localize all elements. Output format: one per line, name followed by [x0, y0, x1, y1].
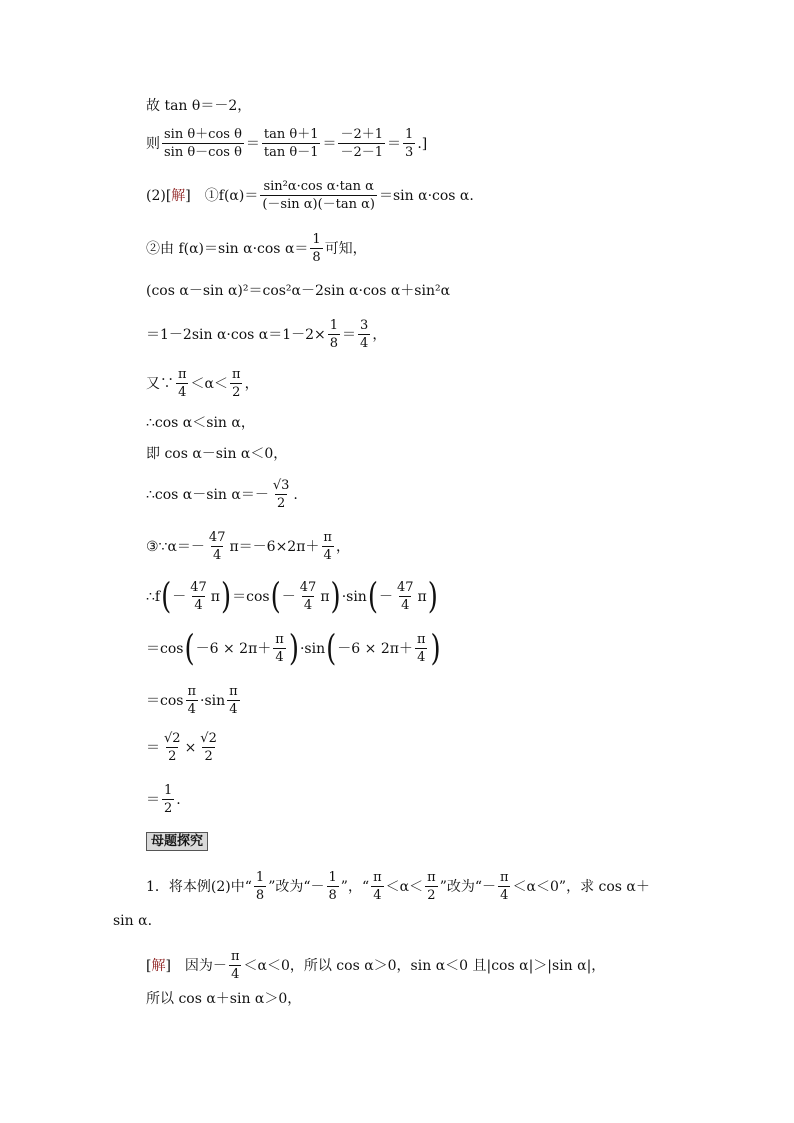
fraction: $\frac{1}{8}$	[312, 232, 321, 265]
fraction: $\frac{\pi}{4}$	[178, 367, 187, 400]
solution-line-2: 所以 cos α＋sin α＞0，	[146, 991, 302, 1007]
fraction: $\frac{47}{4}$	[190, 580, 207, 613]
fraction: $\frac{\pi}{2}$	[427, 870, 436, 903]
line-square-expand: (cos α－sin α)²＝cos²α－2sin α·cos α＋sin²α	[146, 283, 451, 299]
fraction: $\frac{1}{8}$	[329, 318, 339, 351]
fraction: $\frac{47}{4}$	[208, 530, 226, 563]
line-angle-reduce: ③∵α＝－ $\frac{47}{4}$ π＝－6×2π＋ $\frac{\pi}{4}$ ，	[146, 530, 350, 563]
fraction: $\frac{-2+1}{-2-1}$	[340, 127, 384, 160]
question-1: 1．将本例(2)中“ $\frac{1}{8}$ ”改为“－ $\frac{1}{8}$ ”，“ $\frac{\pi}{4}$ ＜α＜ $\frac{\pi}{2}$ ”改为“－ $\frac{\pi}{4}$ ＜α＜0”，求 cos α＋	[146, 870, 650, 903]
fraction: $\frac{\pi}{4}$	[187, 684, 197, 717]
fraction: $\frac{\text{tan θ＋1}}{\text{tan θ－1}}$	[263, 127, 319, 160]
line-diff-result: ∴cos α－sin α＝－ $\frac{√3}{2}$ .	[146, 478, 298, 511]
line-part2-solution: (2)[ 解 ] ①f(α)＝ $\frac{\text{sin²α·cos α·tan α}}{\text{(－sin α)(－tan α)}}$ ＝sin α·cos α.	[146, 179, 474, 212]
line-square-value: ＝1－2sin α·cos α＝1－2× $\frac{1}{8}$ ＝ $\frac{3}{4}$ ，	[146, 318, 387, 351]
fraction: $\frac{\pi}{4}$	[229, 684, 238, 717]
solution-tag: 解	[171, 187, 186, 204]
fraction: $\frac{47}{4}$	[299, 580, 317, 613]
question-1-continued: sin α.	[113, 913, 153, 929]
solution-tag: 解	[151, 957, 166, 974]
line-compare: ∴cos α＜sin α，	[146, 415, 255, 431]
section-heading	[146, 832, 208, 851]
fraction: $\frac{3}{4}$	[360, 318, 369, 351]
fraction: $\frac{1}{3}$	[405, 127, 414, 160]
fraction: $\frac{1}{8}$	[328, 870, 337, 903]
fraction: $\frac{\pi}{4}$	[323, 530, 332, 563]
line-final-half: ＝ $\frac{1}{2}$ .	[146, 783, 181, 816]
fraction: $\frac{√2}{2}$	[164, 731, 181, 764]
section-label: 母题探究	[146, 832, 208, 851]
line-cos-sin-pi4: ＝cos $\frac{\pi}{4}$ ·sin $\frac{\pi}{4}$	[146, 684, 238, 717]
line-negative: 即 cos α－sin α＜0，	[146, 446, 288, 462]
fraction: $\frac{1}{2}$	[164, 783, 173, 816]
fraction: $\frac{\pi}{4}$	[500, 870, 509, 903]
solution-line-1: [ 解 ] 因为－ $\frac{\pi}{4}$ ＜α＜0，所以 cos α＞0，sin α＜0 且|cos α|＞|sin α|，	[146, 949, 606, 982]
fraction: $\frac{47}{4}$	[396, 580, 414, 613]
line-given-product: ②由 f(α)＝sin α·cos α＝ $\frac{1}{8}$ 可知，	[146, 232, 367, 265]
line-ratio: 则 $\frac{\text{sin θ＋cos θ}}{\text{sin θ－cos θ}}$ ＝ $\frac{\text{tan θ＋1}}{\text{tan θ－1}}$ ＝ $\frac{-2+1}{-2-1}$ ＝ $\frac{1}{3}$ .]	[146, 127, 428, 160]
line-range: 又∵ $\frac{\pi}{4}$ ＜α＜ $\frac{\pi}{2}$ ，	[146, 367, 259, 400]
fraction: $\frac{\pi}{2}$	[232, 367, 241, 400]
line-f-expand: ∴f ( － $\frac{47}{4}$ π ) ＝cos ( － $\frac{47}{4}$ π ) ·sin ( － $\frac{47}{4}$ π )	[146, 576, 438, 617]
fraction: $\frac{\pi}{4}$	[230, 949, 240, 982]
fraction: $\frac{√2}{2}$	[200, 731, 217, 764]
line-tan-value: 故 tan θ＝－2，	[146, 98, 252, 114]
fraction: $\frac{\pi}{4}$	[275, 632, 284, 665]
fraction: $\frac{\pi}{4}$	[373, 870, 382, 903]
fraction: $\frac{√3}{2}$	[272, 478, 290, 511]
line-cos-sin-reduced: ＝cos ( －6 × 2π＋ $\frac{\pi}{4}$ ) ·sin ( －6 × 2π＋ $\frac{\pi}{4}$ )	[146, 628, 441, 669]
fraction: $\frac{1}{8}$	[255, 870, 265, 903]
fraction: $\frac{\pi}{4}$	[416, 632, 426, 665]
line-root-product: ＝ $\frac{√2}{2}$ × $\frac{√2}{2}$	[146, 731, 217, 764]
fraction: $\frac{\text{sin θ＋cos θ}}{\text{sin θ－cos θ}}$	[164, 127, 242, 160]
fraction: $\frac{\text{sin²α·cos α·tan α}}{\text{(－sin α)(－tan α)}}$	[262, 179, 375, 212]
